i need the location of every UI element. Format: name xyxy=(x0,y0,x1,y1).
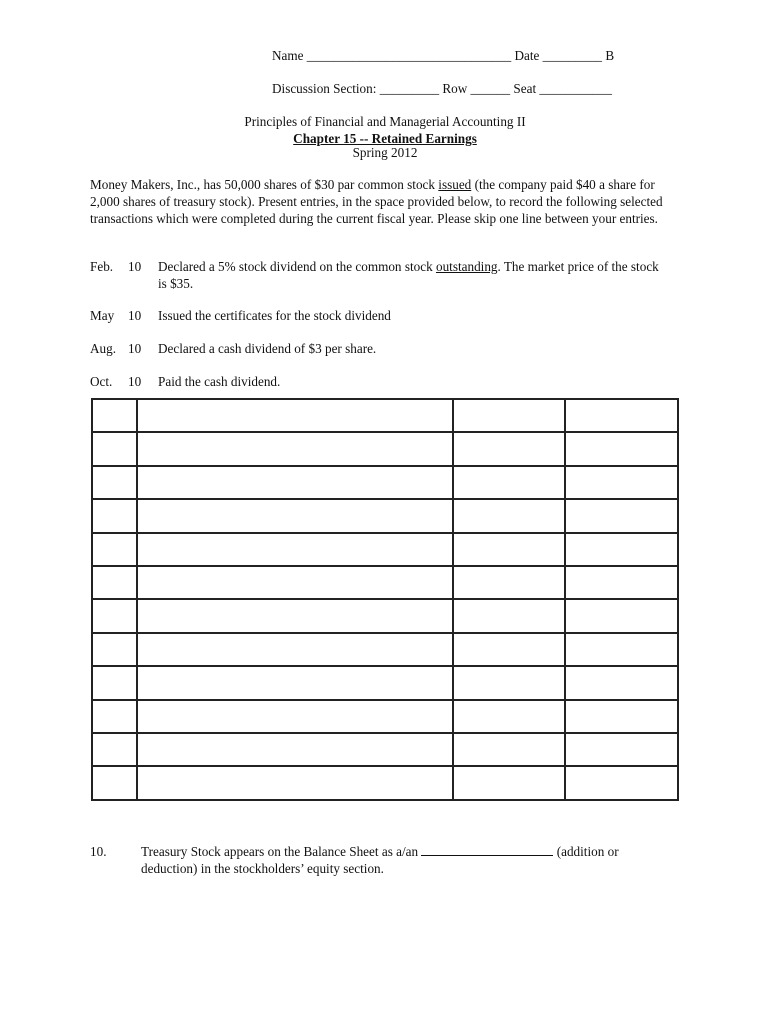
account-cell[interactable] xyxy=(137,733,453,766)
journal-row xyxy=(92,599,678,632)
debit-cell[interactable] xyxy=(453,700,566,733)
question-text-before: Treasury Stock appears on the Balance Sheet as a/an xyxy=(141,844,422,859)
transaction-description: Issued the certificates for the stock dividend xyxy=(158,308,391,323)
question-text xyxy=(141,843,671,877)
journal-entry-table xyxy=(91,398,679,801)
transaction-day: 10 xyxy=(128,341,142,356)
transaction-day: 10 xyxy=(128,308,142,323)
account-cell[interactable] xyxy=(137,399,453,432)
course-title: Principles of Financial and Managerial Accounting II xyxy=(244,114,526,129)
credit-cell[interactable] xyxy=(565,666,678,699)
transaction-month: May xyxy=(90,308,115,323)
credit-cell[interactable] xyxy=(565,466,678,499)
date-cell[interactable] xyxy=(92,633,137,666)
transaction-description: Declared a cash dividend of $3 per share. xyxy=(158,341,377,356)
credit-cell[interactable] xyxy=(565,733,678,766)
debit-cell[interactable] xyxy=(453,533,566,566)
date-cell[interactable] xyxy=(92,399,137,432)
date-cell[interactable] xyxy=(92,499,137,532)
transaction-description: Paid the cash dividend. xyxy=(158,374,281,389)
account-cell[interactable] xyxy=(137,599,453,632)
debit-cell[interactable] xyxy=(453,633,566,666)
credit-cell[interactable] xyxy=(565,700,678,733)
date-cell[interactable] xyxy=(92,566,137,599)
account-cell[interactable] xyxy=(137,533,453,566)
credit-cell[interactable] xyxy=(565,599,678,632)
transaction-text: Declared a 5% stock dividend on the common stock xyxy=(158,259,436,274)
question-text-after: (addition or deduction) in the stockholders’ equity section. xyxy=(141,844,619,876)
debit-cell[interactable] xyxy=(453,599,566,632)
journal-row xyxy=(92,733,678,766)
journal-row xyxy=(92,499,678,532)
intro-text-2: (the company paid $40 a share for 2,000 shares of treasury stock). Present entries, in the space provided below, to record the following selected transactions which were completed during the current fiscal year. Please skip one line between your entries. xyxy=(90,177,663,226)
account-cell[interactable] xyxy=(137,499,453,532)
date-cell[interactable] xyxy=(92,700,137,733)
date-cell[interactable] xyxy=(92,432,137,465)
date-cell[interactable] xyxy=(92,766,137,799)
debit-cell[interactable] xyxy=(453,733,566,766)
journal-row xyxy=(92,766,678,799)
intro-text-1: Money Makers, Inc., has 50,000 shares of $30 par common stock xyxy=(90,177,439,192)
intro-underlined: issued xyxy=(438,177,472,192)
transaction-month: Feb. xyxy=(90,259,114,274)
credit-cell[interactable] xyxy=(565,432,678,465)
date-cell[interactable] xyxy=(92,466,137,499)
credit-cell[interactable] xyxy=(565,499,678,532)
debit-cell[interactable] xyxy=(453,399,566,432)
name-date-line: Name _______________________________ Date _________ B xyxy=(272,48,615,63)
debit-cell[interactable] xyxy=(453,499,566,532)
account-cell[interactable] xyxy=(137,766,453,799)
date-cell[interactable] xyxy=(92,733,137,766)
debit-cell[interactable] xyxy=(453,566,566,599)
journal-row xyxy=(92,432,678,465)
question-number: 10. xyxy=(90,844,107,859)
transaction-day: 10 xyxy=(128,374,142,389)
journal-row xyxy=(92,399,678,432)
transaction-day: 10 xyxy=(128,259,142,274)
date-cell[interactable] xyxy=(92,533,137,566)
discussion-section-line: Discussion Section: _________ Row ______ Seat ___________ xyxy=(272,81,612,96)
journal-row xyxy=(92,700,678,733)
debit-cell[interactable] xyxy=(453,432,566,465)
account-cell[interactable] xyxy=(137,666,453,699)
transaction-text-after: . The market price of the stock is $35. xyxy=(158,259,659,291)
account-cell[interactable] xyxy=(137,633,453,666)
credit-cell[interactable] xyxy=(565,633,678,666)
account-cell[interactable] xyxy=(137,700,453,733)
credit-cell[interactable] xyxy=(565,533,678,566)
debit-cell[interactable] xyxy=(453,466,566,499)
term-label: Spring 2012 xyxy=(352,145,418,160)
transaction-underlined: outstanding xyxy=(435,259,498,274)
intro-paragraph xyxy=(90,176,680,227)
chapter-title: Chapter 15 -- Retained Earnings xyxy=(293,131,477,146)
journal-row xyxy=(92,666,678,699)
journal-row xyxy=(92,633,678,666)
answer-blank[interactable] xyxy=(421,843,553,856)
credit-cell[interactable] xyxy=(565,566,678,599)
transaction-feb xyxy=(90,258,690,292)
date-cell[interactable] xyxy=(92,666,137,699)
journal-row xyxy=(92,566,678,599)
transaction-month: Oct. xyxy=(90,374,113,389)
date-cell[interactable] xyxy=(92,599,137,632)
account-cell[interactable] xyxy=(137,566,453,599)
credit-cell[interactable] xyxy=(565,766,678,799)
account-cell[interactable] xyxy=(137,466,453,499)
transaction-month: Aug. xyxy=(90,341,117,356)
account-cell[interactable] xyxy=(137,432,453,465)
journal-row xyxy=(92,533,678,566)
journal-row xyxy=(92,466,678,499)
transaction-description xyxy=(158,258,668,292)
debit-cell[interactable] xyxy=(453,766,566,799)
credit-cell[interactable] xyxy=(565,399,678,432)
debit-cell[interactable] xyxy=(453,666,566,699)
